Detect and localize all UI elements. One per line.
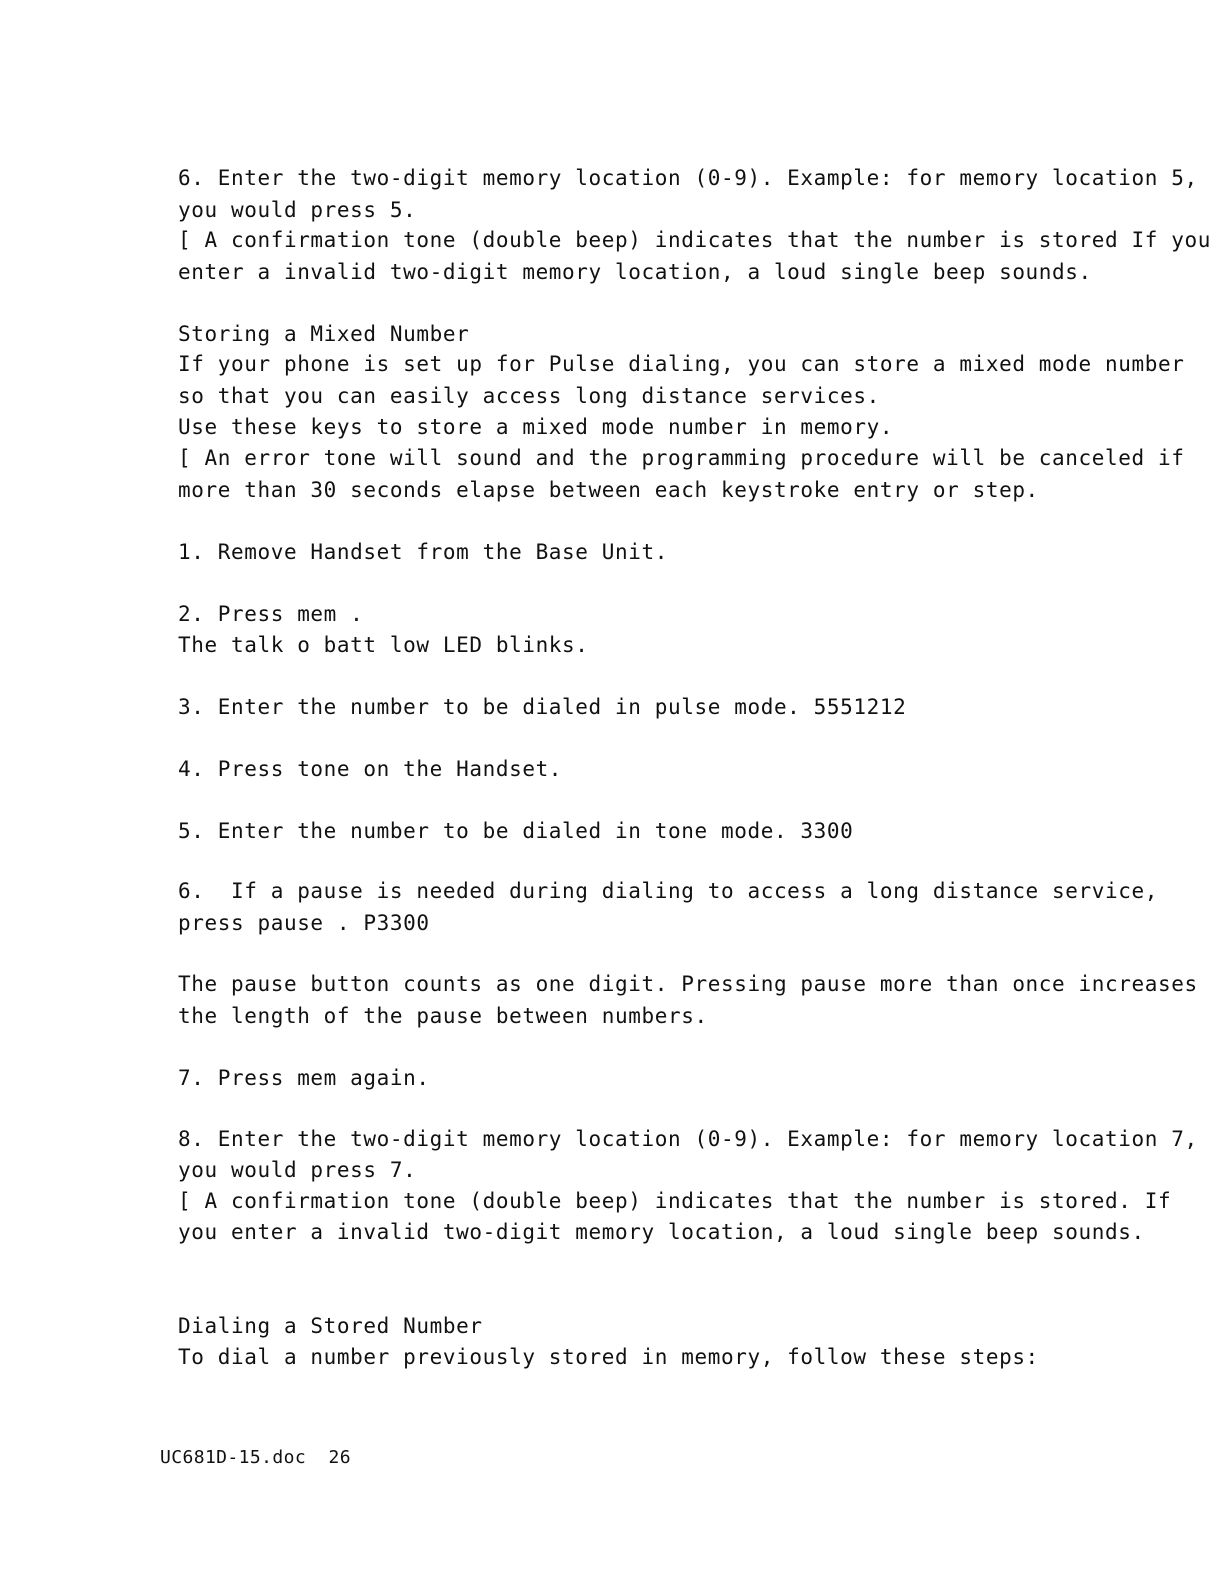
step-6-enter-location: 6. Enter the two-digit memory location (0-9). Example: for memory location 5,	[178, 166, 1198, 190]
step-2-note: The talk o batt low LED blinks.	[178, 633, 589, 657]
step-3: 3. Enter the number to be dialed in pulse mode. 5551212	[178, 695, 907, 719]
step-6-pause: 6. If a pause is needed during dialing to access a long distance service,	[178, 879, 1158, 903]
dialing-stored-intro: To dial a number previously stored in memory, follow these steps:	[178, 1345, 1039, 1369]
step-4: 4. Press tone on the Handset.	[178, 757, 563, 781]
error-tone-note-cont: more than 30 seconds elapse between each keystroke entry or step.	[178, 478, 1039, 502]
pause-note: The pause button counts as one digit. Pressing pause more than once increases	[178, 972, 1198, 996]
mixed-number-intro: If your phone is set up for Pulse dialing, you can store a mixed mode number	[178, 352, 1185, 376]
section-heading-dialing-stored: Dialing a Stored Number	[178, 1314, 483, 1338]
step-1: 1. Remove Handset from the Base Unit.	[178, 540, 668, 564]
confirmation-note-cont: enter a invalid two-digit memory location, a loud single beep sounds.	[178, 260, 1092, 284]
error-tone-note: [ An error tone will sound and the programming procedure will be canceled if	[178, 446, 1185, 470]
pause-note-cont: the length of the pause between numbers.	[178, 1004, 708, 1028]
mixed-number-keys: Use these keys to store a mixed mode number in memory.	[178, 415, 894, 439]
step-6-example: you would press 5.	[178, 198, 417, 222]
step-8-example: you would press 7.	[178, 1158, 417, 1182]
step-8-confirmation: [ A confirmation tone (double beep) indicates that the number is stored. If	[178, 1189, 1172, 1213]
step-8-confirmation-cont: you enter a invalid two-digit memory location, a loud single beep sounds.	[178, 1220, 1145, 1244]
step-5: 5. Enter the number to be dialed in tone mode. 3300	[178, 819, 854, 843]
confirmation-note: [ A confirmation tone (double beep) indicates that the number is stored If you	[178, 228, 1211, 252]
mixed-number-intro-cont: so that you can easily access long distance services.	[178, 384, 880, 408]
step-2: 2. Press mem .	[178, 602, 364, 626]
step-6-pause-cont: press pause . P3300	[178, 911, 430, 935]
step-8: 8. Enter the two-digit memory location (0-9). Example: for memory location 7,	[178, 1127, 1198, 1151]
page-footer: UC681D-15.doc 26	[160, 1447, 352, 1468]
step-7: 7. Press mem again.	[178, 1066, 430, 1090]
section-heading-mixed-number: Storing a Mixed Number	[178, 322, 470, 346]
